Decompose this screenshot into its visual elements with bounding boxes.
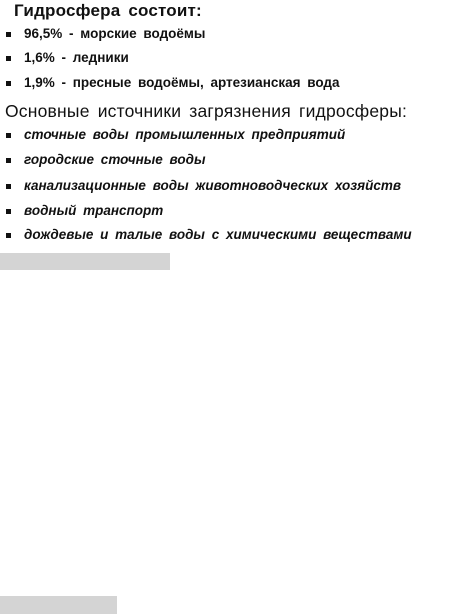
- sources-heading: Основные источники загрязнения гидросферы:: [5, 101, 408, 121]
- list-item-text: канализационные воды животноводческих хозяйств: [24, 178, 402, 193]
- gray-placeholder-bar: [0, 596, 117, 614]
- list-item-text: 96,5% - морские водоёмы: [24, 26, 206, 41]
- list-item-text: дождевые и талые воды с химическими веществами: [24, 227, 412, 242]
- list-item-text: водный транспорт: [24, 203, 164, 218]
- square-bullet-icon: [6, 56, 11, 61]
- square-bullet-icon: [6, 184, 11, 189]
- list-item-text: 1,9% - пресные водоёмы, артезианская вода: [24, 75, 340, 90]
- square-bullet-icon: [6, 209, 11, 214]
- list-item-text: 1,6% - ледники: [24, 50, 129, 65]
- square-bullet-icon: [6, 133, 11, 138]
- composition-heading: Гидросфера состоит:: [14, 1, 202, 20]
- gray-placeholder-bar: [0, 253, 170, 270]
- square-bullet-icon: [6, 158, 11, 163]
- square-bullet-icon: [6, 32, 11, 37]
- list-item-text: городские сточные воды: [24, 152, 206, 167]
- list-item-text: сточные воды промышленных предприятий: [24, 127, 346, 142]
- square-bullet-icon: [6, 81, 11, 86]
- square-bullet-icon: [6, 233, 11, 238]
